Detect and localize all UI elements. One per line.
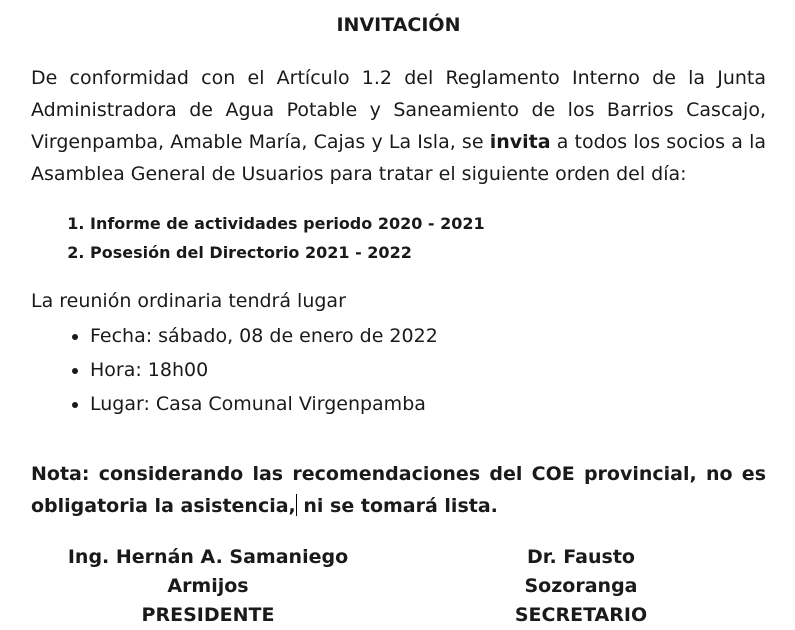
secretary-role: SECRETARIO xyxy=(514,604,648,626)
agenda-item: 2. Posesión del Directorio 2021 - 2022 xyxy=(90,238,766,267)
intro-emphasis: invita xyxy=(489,131,551,153)
note-text-end: ni se tomará lista. xyxy=(296,495,498,517)
meeting-place: • Lugar: Casa Comunal Virgenpamba xyxy=(90,387,766,421)
meeting-time: • Hora: 18h00 xyxy=(90,353,766,387)
agenda-item: 1. Informe de actividades periodo 2020 - 2021 xyxy=(90,209,766,238)
meeting-intro: La reunión ordinaria tendrá lugar xyxy=(31,290,346,312)
secretary-name: Dr. Fausto Sozoranga xyxy=(524,546,638,597)
president-signature xyxy=(40,543,376,630)
document-title: INVITACIÓN xyxy=(336,14,461,36)
meeting-date: • Fecha: sábado, 08 de enero de 2022 xyxy=(90,319,766,353)
note-text-start: Nota: considerando las recomendaciones del COE provincial, no es obligatoria la asistencia, xyxy=(31,463,766,517)
intro-paragraph xyxy=(31,62,766,190)
president-role: PRESIDENTE xyxy=(141,604,275,626)
president-name: Ing. Hernán A. Samaniego Armijos xyxy=(67,546,349,597)
secretary-signature xyxy=(470,543,692,630)
agenda-list xyxy=(31,209,766,267)
meeting-details-list xyxy=(31,319,766,421)
document-page xyxy=(31,0,766,541)
note-paragraph xyxy=(31,458,766,522)
intro-text-start: De conformidad con el Artículo 1.2 del Reglamento Interno de la Junta Administradora de Agua Potable y Saneamiento de los Barrios Cascajo, Virgenpamba, Amable María, Cajas y La Isla, se xyxy=(31,67,766,153)
intro-text-end: a todos los socios a la Asamblea General de Usuarios para tratar el siguiente orden del día: xyxy=(31,131,766,185)
